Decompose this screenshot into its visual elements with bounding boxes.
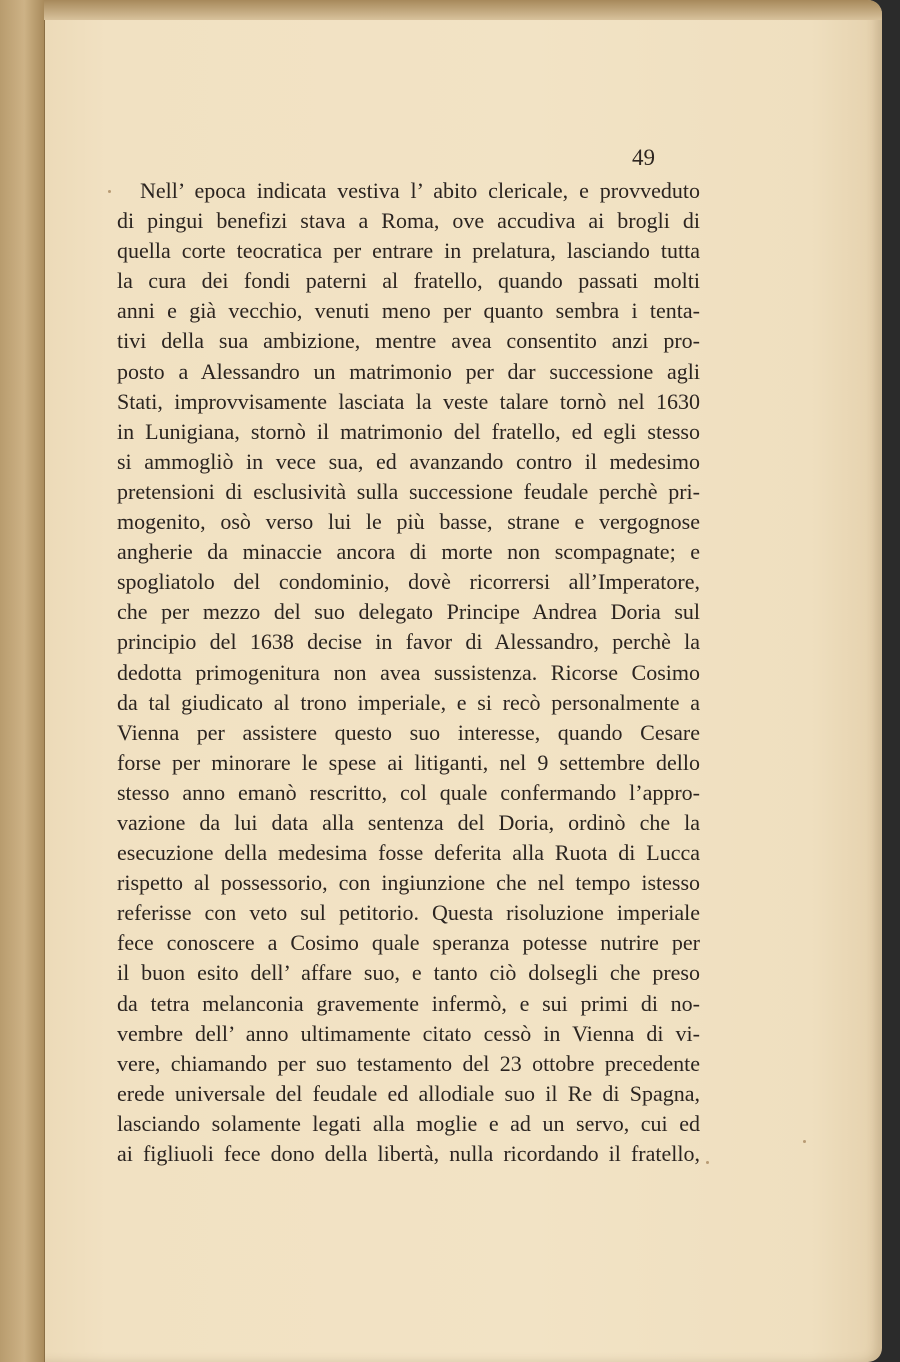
text-line: referisse con veto sul petitorio. Questa risoluzione imperiale (117, 900, 700, 926)
paper-speck (803, 1140, 806, 1143)
paper-speck (706, 1161, 709, 1164)
text-line: lasciando solamente legati alla moglie e ad un servo, cui ed (117, 1110, 700, 1136)
text-line: vere, chiamando per suo testamento del 23 ottobre precedente (117, 1050, 700, 1076)
text-line: si ammogliò in vece sua, ed avanzando contro il medesimo (117, 448, 700, 474)
text-line: il buon esito dell’ affare suo, e tanto ciò dolsegli che preso (117, 960, 700, 986)
text-line: la cura dei fondi paterni al fratello, quando passati molti (117, 268, 700, 294)
text-line: ai figliuoli fece dono della libertà, nulla ricordando il fratello, (117, 1141, 700, 1166)
text-line: di pingui benefizi stava a Roma, ove accudiva ai brogli di (117, 208, 700, 234)
text-line: spogliatolo del condominio, dovè ricorrersi all’Imperatore, (117, 569, 700, 595)
text-line: stesso anno emanò rescritto, col quale confermando l’appro- (117, 779, 700, 805)
paper-speck (108, 190, 111, 193)
text-line: principio del 1638 decise in favor di Alessandro, perchè la (117, 629, 700, 655)
text-line: angherie da minaccie ancora di morte non scompagnate; e (117, 539, 700, 565)
text-line: tivi della sua ambizione, mentre avea consentito anzi pro- (117, 328, 700, 354)
text-line: esecuzione della medesima fosse deferita alla Ruota di Lucca (117, 840, 700, 866)
text-line: erede universale del feudale ed allodiale suo il Re di Spagna, (117, 1080, 700, 1106)
page-number: 49 (632, 145, 655, 170)
text-line: in Lunigiana, stornò il matrimonio del fratello, ed egli stesso (117, 418, 700, 444)
text-line: forse per minorare le spese ai litiganti, nel 9 settembre dello (117, 749, 700, 775)
text-line: che per mezzo del suo delegato Principe Andrea Doria sul (117, 599, 700, 625)
text-line: mogenito, osò verso lui le più basse, strane e vergognose (117, 509, 700, 535)
text-line: rispetto al possessorio, con ingiunzione che nel tempo istesso (117, 870, 700, 896)
text-line: da tal giudicato al trono imperiale, e si recò personalmente a (117, 689, 700, 715)
text-line: posto a Alessandro un matrimonio per dar successione agli (117, 358, 700, 384)
text-line: pretensioni di esclusività sulla successione feudale perchè pri- (117, 478, 700, 504)
text-line: Vienna per assistere questo suo interesse, quando Cesare (117, 719, 700, 745)
text-line: Nell’ epoca indicata vestiva l’ abito clericale, e provveduto (140, 178, 700, 203)
text-line: Stati, improvvisamente lasciata la veste talare tornò nel 1630 (117, 388, 700, 414)
text-line: da tetra melanconia gravemente infermò, e sui primi di no- (117, 990, 700, 1016)
text-line: anni e già vecchio, venuti meno per quanto sembra i tenta- (117, 298, 700, 324)
text-line: dedotta primogenitura non avea sussistenza. Ricorse Cosimo (117, 659, 700, 685)
text-line: quella corte teocratica per entrare in prelatura, lasciando tutta (117, 238, 700, 264)
text-line: vembre dell’ anno ultimamente citato cessò in Vienna di vi- (117, 1020, 700, 1046)
text-line: fece conoscere a Cosimo quale speranza potesse nutrire per (117, 930, 700, 956)
binding-edge (0, 0, 45, 1362)
page-top-edge (44, 0, 882, 20)
text-line: vazione da lui data alla sentenza del Doria, ordinò che la (117, 809, 700, 835)
body-text (117, 176, 700, 1169)
